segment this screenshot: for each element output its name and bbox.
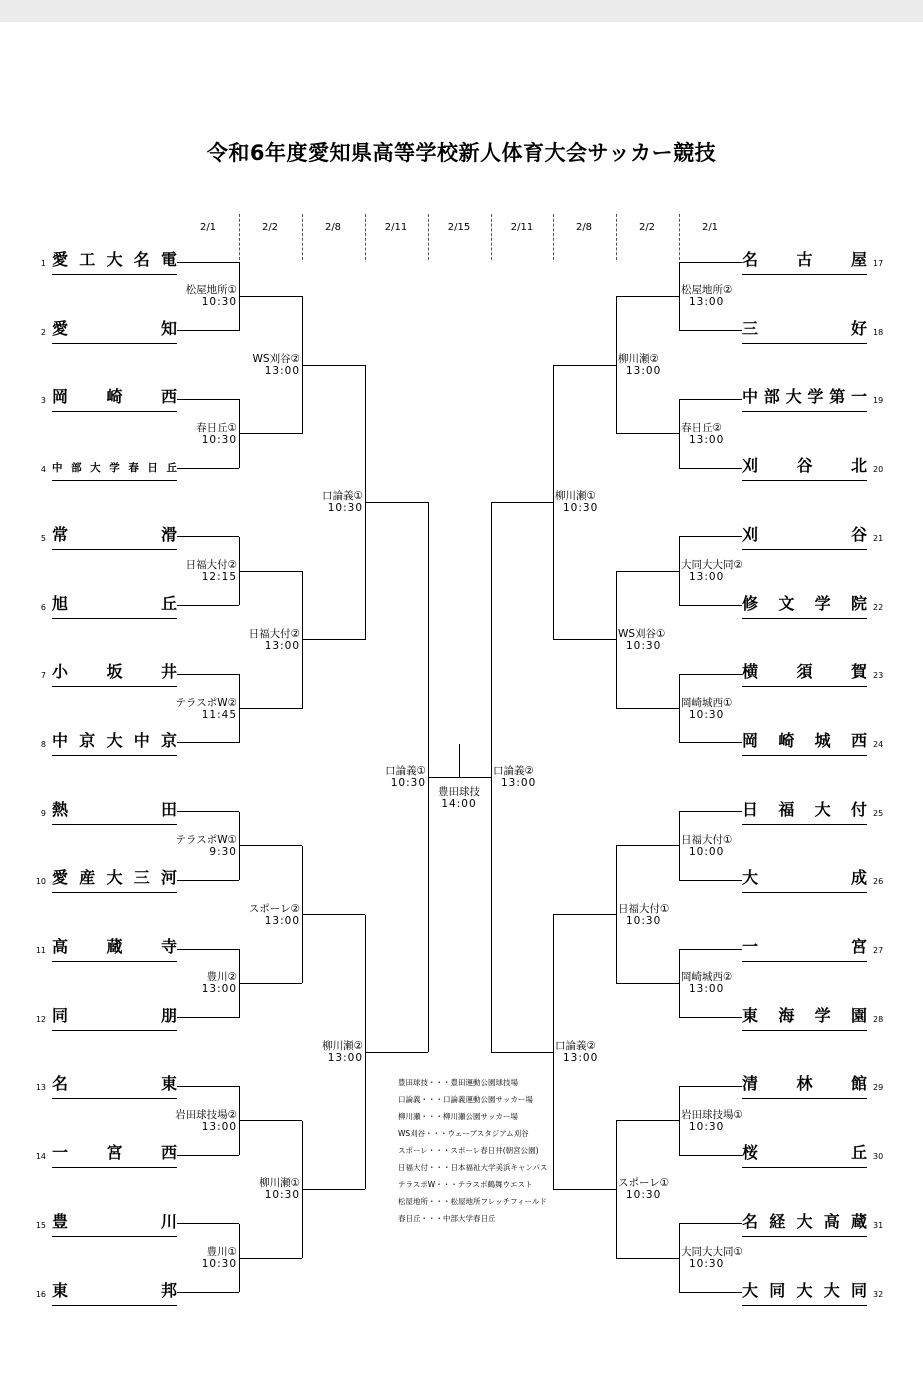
seed-number: 1 (40, 259, 46, 268)
team-name: 豊 川 (52, 1211, 177, 1231)
seed-number: 25 (873, 808, 884, 818)
team-name: 三 好 (742, 318, 867, 338)
match-time: 13:00 (689, 433, 725, 446)
date-divider (491, 214, 492, 260)
bracket-line (239, 433, 302, 434)
seed-number: 23 (873, 671, 884, 681)
bracket-line (679, 880, 742, 881)
bracket-line (239, 983, 302, 984)
seed-number: 2 (40, 327, 46, 337)
bracket-line (239, 845, 302, 846)
seed-number: 5 (40, 533, 46, 543)
match-time: 13:00 (689, 571, 725, 584)
match-info (253, 353, 300, 377)
legend-entry: 日福大付・・・日本福祉大学美浜キャンパス (398, 1163, 548, 1172)
match-time: 9:30 (209, 845, 237, 858)
match-venue: 岡崎城西② (681, 971, 733, 984)
match-venue: 口論義① (385, 765, 426, 778)
match-time: 10:30 (563, 502, 599, 515)
date-header: 2/11 (510, 222, 534, 233)
legend-entry: テラスポW・・・テラスポ鶴舞ウエスト (398, 1180, 533, 1189)
seed-number: 15 (35, 1220, 46, 1230)
team-name: 一 宮 西 (52, 1143, 177, 1163)
match-time: 13:00 (201, 1120, 237, 1133)
bracket-line (177, 1292, 239, 1293)
match-time: 10:30 (201, 1258, 237, 1271)
team-slot (35, 1005, 177, 1031)
match-info (186, 284, 237, 308)
bracket-line (239, 571, 302, 572)
match-time: 12:15 (201, 571, 237, 584)
team-slot (35, 1143, 177, 1168)
team-slot (40, 524, 177, 550)
seed-number: 21 (873, 533, 884, 543)
match-venue: 岩田球技場② (175, 1108, 237, 1121)
legend-entry: 口論義・・・口論義運動公園サッカー場 (398, 1095, 533, 1104)
bracket-line (177, 1223, 239, 1224)
seed-number: 19 (873, 396, 884, 406)
team-name: 常 滑 (52, 524, 177, 544)
seed-number: 31 (873, 1220, 884, 1230)
team-name: 刈 谷 北 (742, 456, 867, 476)
team-name: 一 宮 (742, 937, 867, 956)
match-time: 13:00 (264, 639, 300, 652)
bracket-line (553, 1189, 616, 1190)
seed-number: 9 (40, 808, 46, 818)
match-time: 10:30 (689, 1258, 725, 1271)
bracket-line (679, 536, 742, 537)
match-info (618, 1177, 669, 1201)
team-name: 刈 谷 (742, 524, 867, 544)
match-time: 10:30 (390, 777, 426, 790)
bracket-line (616, 1120, 679, 1121)
bracket-line (679, 1086, 742, 1087)
team-slot (35, 868, 177, 893)
match-time: 13:00 (264, 365, 300, 378)
seed-number: 22 (873, 602, 884, 612)
date-divider (239, 214, 240, 260)
match-info (555, 490, 598, 514)
match-info (681, 284, 732, 308)
match-time: 10:30 (626, 914, 662, 927)
team-name: 名 東 (52, 1074, 177, 1094)
match-info (176, 697, 237, 721)
final-line (459, 744, 460, 777)
team-name: 岡 崎 西 (52, 387, 177, 407)
match-venue: 豊川② (206, 971, 237, 984)
team-name: 熱 田 (52, 799, 177, 819)
match-info (186, 559, 237, 583)
team-slot (742, 318, 884, 344)
team-slot (40, 458, 177, 481)
bracket-line (177, 811, 239, 812)
bracket-line (177, 674, 239, 675)
team-name: 小 坂 井 (52, 662, 177, 682)
team-name: 中 部 大 学 春 日 丘 (52, 462, 177, 475)
match-venue: 日福大付① (618, 902, 670, 915)
team-slot (742, 799, 884, 825)
bracket-line (616, 983, 679, 984)
match-time: 10:30 (689, 1120, 725, 1133)
match-info (322, 490, 363, 514)
match-time: 10:30 (264, 1189, 300, 1202)
legend-entry: WS刈谷・・・ウェーブスタジアム刈谷 (398, 1129, 529, 1138)
bracket-line (553, 914, 616, 915)
team-name: 岡 崎 城 西 (742, 730, 867, 750)
team-name: 横 須 賀 (742, 662, 867, 682)
page-title: 令和6年度愛知県高等学校新人体育大会サッカー競技 (206, 141, 717, 165)
seed-number: 14 (35, 1152, 46, 1162)
bracket-line (177, 1086, 239, 1087)
seed-number: 30 (873, 1152, 884, 1162)
match-venue: 日福大付① (681, 833, 733, 846)
seed-number: 3 (40, 396, 46, 406)
match-venue: 大同大大同② (681, 559, 743, 572)
bracket-line (177, 1017, 239, 1018)
match-info (196, 422, 237, 446)
match-venue: 豊川① (206, 1246, 237, 1259)
seed-number: 16 (35, 1289, 46, 1299)
bracket-line (239, 1120, 302, 1121)
team-name: 旭 丘 (52, 593, 177, 613)
team-name: 中 部 大 学 第 一 (742, 387, 867, 407)
match-venue: 春日丘① (196, 421, 237, 434)
seed-number: 4 (40, 465, 46, 475)
match-time: 13:00 (501, 777, 537, 790)
bracket-line (679, 742, 742, 743)
match-info (259, 1177, 300, 1201)
team-slot (40, 250, 177, 275)
match-info (681, 1246, 743, 1270)
bracket-line (491, 502, 553, 503)
bracket-line (177, 605, 239, 606)
match-time: 10:30 (689, 708, 725, 721)
team-slot (742, 1211, 884, 1237)
team-name: 大 同 大 大 同 (742, 1280, 867, 1300)
bracket-line (553, 365, 616, 366)
bracket-line (239, 1258, 302, 1259)
legend-entry: 柳川瀬・・・柳川瀬公園サッカー場 (398, 1112, 518, 1121)
bracket-line (302, 1189, 365, 1190)
bracket-line (679, 330, 742, 331)
match-venue: WS刈谷② (252, 353, 300, 366)
team-slot (35, 1074, 177, 1099)
match-venue: 口論義② (555, 1040, 596, 1053)
bracket-line (679, 1292, 742, 1293)
team-slot (742, 250, 884, 275)
team-name: 東 海 学 園 (742, 1005, 867, 1025)
match-info (618, 903, 669, 927)
match-info (681, 422, 724, 446)
bracket-line (177, 880, 239, 881)
match-info (385, 765, 426, 789)
match-venue: 春日丘② (681, 421, 722, 434)
bracket-line (679, 262, 742, 263)
match-info (618, 628, 665, 652)
bracket-line (239, 296, 302, 297)
bracket-line (679, 1155, 742, 1156)
seed-number: 6 (40, 602, 46, 612)
date-header: 2/11 (384, 222, 408, 233)
match-time: 10:30 (327, 502, 363, 515)
bracket-line (616, 1258, 679, 1259)
match-info (202, 971, 237, 995)
match-info (618, 353, 661, 377)
date-header: 2/1 (701, 222, 719, 233)
match-info (202, 1246, 237, 1270)
team-name: 東 邦 (52, 1280, 177, 1300)
team-slot (742, 1005, 884, 1031)
date-divider (553, 214, 554, 260)
match-info (493, 765, 536, 789)
bracket-line (365, 1052, 428, 1053)
match-time: 11:45 (201, 708, 237, 721)
seed-number: 32 (873, 1289, 884, 1299)
team-name: 日 福 大 付 (742, 799, 867, 819)
team-name: 愛 産 大 三 河 (52, 868, 177, 888)
team-name: 愛 工 大 名 電 (52, 250, 177, 269)
team-slot (742, 524, 884, 550)
match-venue: 大同大大同① (681, 1246, 743, 1259)
bracket-line (679, 399, 742, 400)
bracket-line (177, 399, 239, 400)
team-slot (742, 868, 884, 893)
match-venue: 日福大付② (185, 559, 237, 572)
seed-number: 10 (35, 877, 46, 887)
match-venue: WS刈谷① (618, 627, 666, 640)
team-slot (742, 387, 884, 412)
team-slot (742, 662, 884, 687)
team-name: 中 京 大 中 京 (52, 730, 177, 750)
bracket-line (177, 1155, 239, 1156)
date-divider (428, 214, 429, 260)
team-name: 高 蔵 寺 (52, 937, 177, 956)
date-header: 2/2 (638, 222, 656, 233)
bracket-line (616, 708, 679, 709)
bracket-line (177, 262, 239, 263)
date-divider (616, 214, 617, 260)
match-time: 10:00 (689, 845, 725, 858)
match-venue: 日福大付② (248, 627, 300, 640)
match-time: 10:30 (201, 296, 237, 309)
date-divider (679, 214, 680, 260)
seed-number: 29 (873, 1083, 884, 1093)
match-venue: 柳川瀬① (259, 1177, 300, 1190)
team-slot (742, 1280, 884, 1306)
team-slot (742, 1074, 884, 1099)
match-info (176, 834, 237, 858)
bracket-line (679, 468, 742, 469)
match-info (681, 971, 732, 995)
team-slot (35, 937, 177, 962)
team-slot (742, 456, 884, 481)
date-divider (365, 214, 366, 260)
team-name: 愛 知 (52, 318, 177, 338)
team-slot (742, 1143, 884, 1168)
team-name: 清 林 館 (742, 1074, 867, 1094)
bracket-line (177, 330, 239, 331)
match-venue: 松屋地所② (681, 284, 733, 297)
date-divider (302, 214, 303, 260)
team-slot (40, 730, 177, 756)
team-slot (40, 318, 177, 344)
match-venue: 岡崎城西① (681, 696, 733, 709)
match-info (175, 1109, 237, 1133)
match-info (249, 628, 300, 652)
match-info (681, 697, 732, 721)
final-match-info (430, 786, 488, 810)
team-name: 修 文 学 院 (742, 593, 867, 613)
seed-number: 18 (873, 327, 884, 337)
bracket-line (616, 296, 679, 297)
team-slot (742, 937, 884, 962)
seed-number: 28 (873, 1014, 884, 1024)
venue-legend (398, 1074, 547, 1227)
seed-number: 7 (40, 671, 46, 681)
team-slot (742, 730, 884, 756)
match-time: 13:00 (563, 1052, 599, 1065)
legend-entry: 松屋地所・・・松屋地所フレッチフィールド (398, 1197, 547, 1206)
bracket-line (679, 811, 742, 812)
match-venue: 豊田球技 (438, 786, 480, 799)
bracket-line (616, 845, 679, 846)
match-time: 13:00 (327, 1052, 363, 1065)
bracket-line (679, 1017, 742, 1018)
match-time: 13:00 (689, 983, 725, 996)
date-header: 2/1 (199, 222, 217, 233)
bracket-line (491, 1052, 553, 1053)
team-name: 名 古 屋 (742, 250, 867, 269)
match-venue: 柳川瀬② (322, 1040, 363, 1053)
team-name: 名 経 大 高 蔵 (742, 1211, 867, 1231)
team-slot (40, 387, 177, 412)
match-time: 13:00 (689, 296, 725, 309)
team-slot (35, 1280, 177, 1306)
legend-entry: スポーレ・・・スポーレ春日井(朝宮公園) (398, 1146, 539, 1155)
seed-number: 13 (35, 1083, 46, 1093)
bracket-line (177, 742, 239, 743)
bracket-line (177, 536, 239, 537)
match-venue: スポーレ② (248, 902, 300, 915)
match-info (249, 903, 300, 927)
seed-number: 26 (873, 877, 884, 887)
team-name: 桜 丘 (742, 1143, 867, 1163)
date-header: 2/8 (324, 222, 342, 233)
date-header: 2/8 (575, 222, 593, 233)
seed-number: 17 (873, 259, 884, 268)
seed-number: 11 (35, 946, 46, 955)
seed-number: 27 (873, 946, 884, 955)
bracket-line (365, 502, 428, 503)
bracket-line (679, 674, 742, 675)
bracket-line (616, 433, 679, 434)
match-venue: 口論義② (493, 765, 534, 778)
seed-number: 20 (873, 465, 884, 475)
team-slot (40, 593, 177, 619)
bracket-line (177, 468, 239, 469)
match-venue: 柳川瀬② (618, 353, 659, 366)
bracket-line (239, 708, 302, 709)
legend-entry: 豊田球技・・・豊田運動公園球技場 (398, 1078, 518, 1087)
bracket-line (302, 914, 365, 915)
seed-number: 12 (35, 1014, 46, 1024)
match-info (555, 1040, 598, 1064)
match-time: 10:30 (201, 433, 237, 446)
match-time: 13:00 (626, 365, 662, 378)
team-slot (40, 799, 177, 825)
seed-number: 24 (873, 739, 884, 749)
match-venue: 松屋地所① (185, 284, 237, 297)
match-venue: テラスポW② (175, 696, 237, 709)
date-header: 2/15 (447, 222, 471, 233)
match-info (681, 559, 743, 583)
match-time: 14:00 (441, 798, 477, 811)
match-info (322, 1040, 363, 1064)
bracket-line (679, 949, 742, 950)
match-venue: 岩田球技場① (681, 1108, 743, 1121)
date-header: 2/2 (261, 222, 279, 233)
match-info (681, 1109, 743, 1133)
legend-entry: 春日丘・・・中部大学春日丘 (398, 1214, 496, 1223)
match-time: 10:30 (626, 1189, 662, 1202)
bracket-line (679, 605, 742, 606)
bracket-line (553, 639, 616, 640)
match-venue: 口論義① (322, 490, 363, 503)
bracket-line (302, 365, 365, 366)
team-name: 同 朋 (52, 1005, 177, 1025)
match-info (681, 834, 732, 858)
team-slot (35, 1211, 177, 1237)
bracket-line (177, 949, 239, 950)
team-name: 大 成 (742, 868, 867, 888)
match-venue: 柳川瀬① (555, 490, 596, 503)
bracket-line (679, 1223, 742, 1224)
bracket-line (616, 571, 679, 572)
match-time: 10:30 (626, 639, 662, 652)
seed-number: 8 (40, 739, 46, 749)
bracket-line (302, 639, 365, 640)
match-venue: スポーレ① (618, 1177, 670, 1190)
final-line (428, 777, 491, 778)
match-time: 13:00 (201, 983, 237, 996)
team-slot (40, 662, 177, 687)
team-slot (742, 593, 884, 619)
match-time: 13:00 (264, 914, 300, 927)
match-venue: テラスポW① (175, 833, 237, 846)
